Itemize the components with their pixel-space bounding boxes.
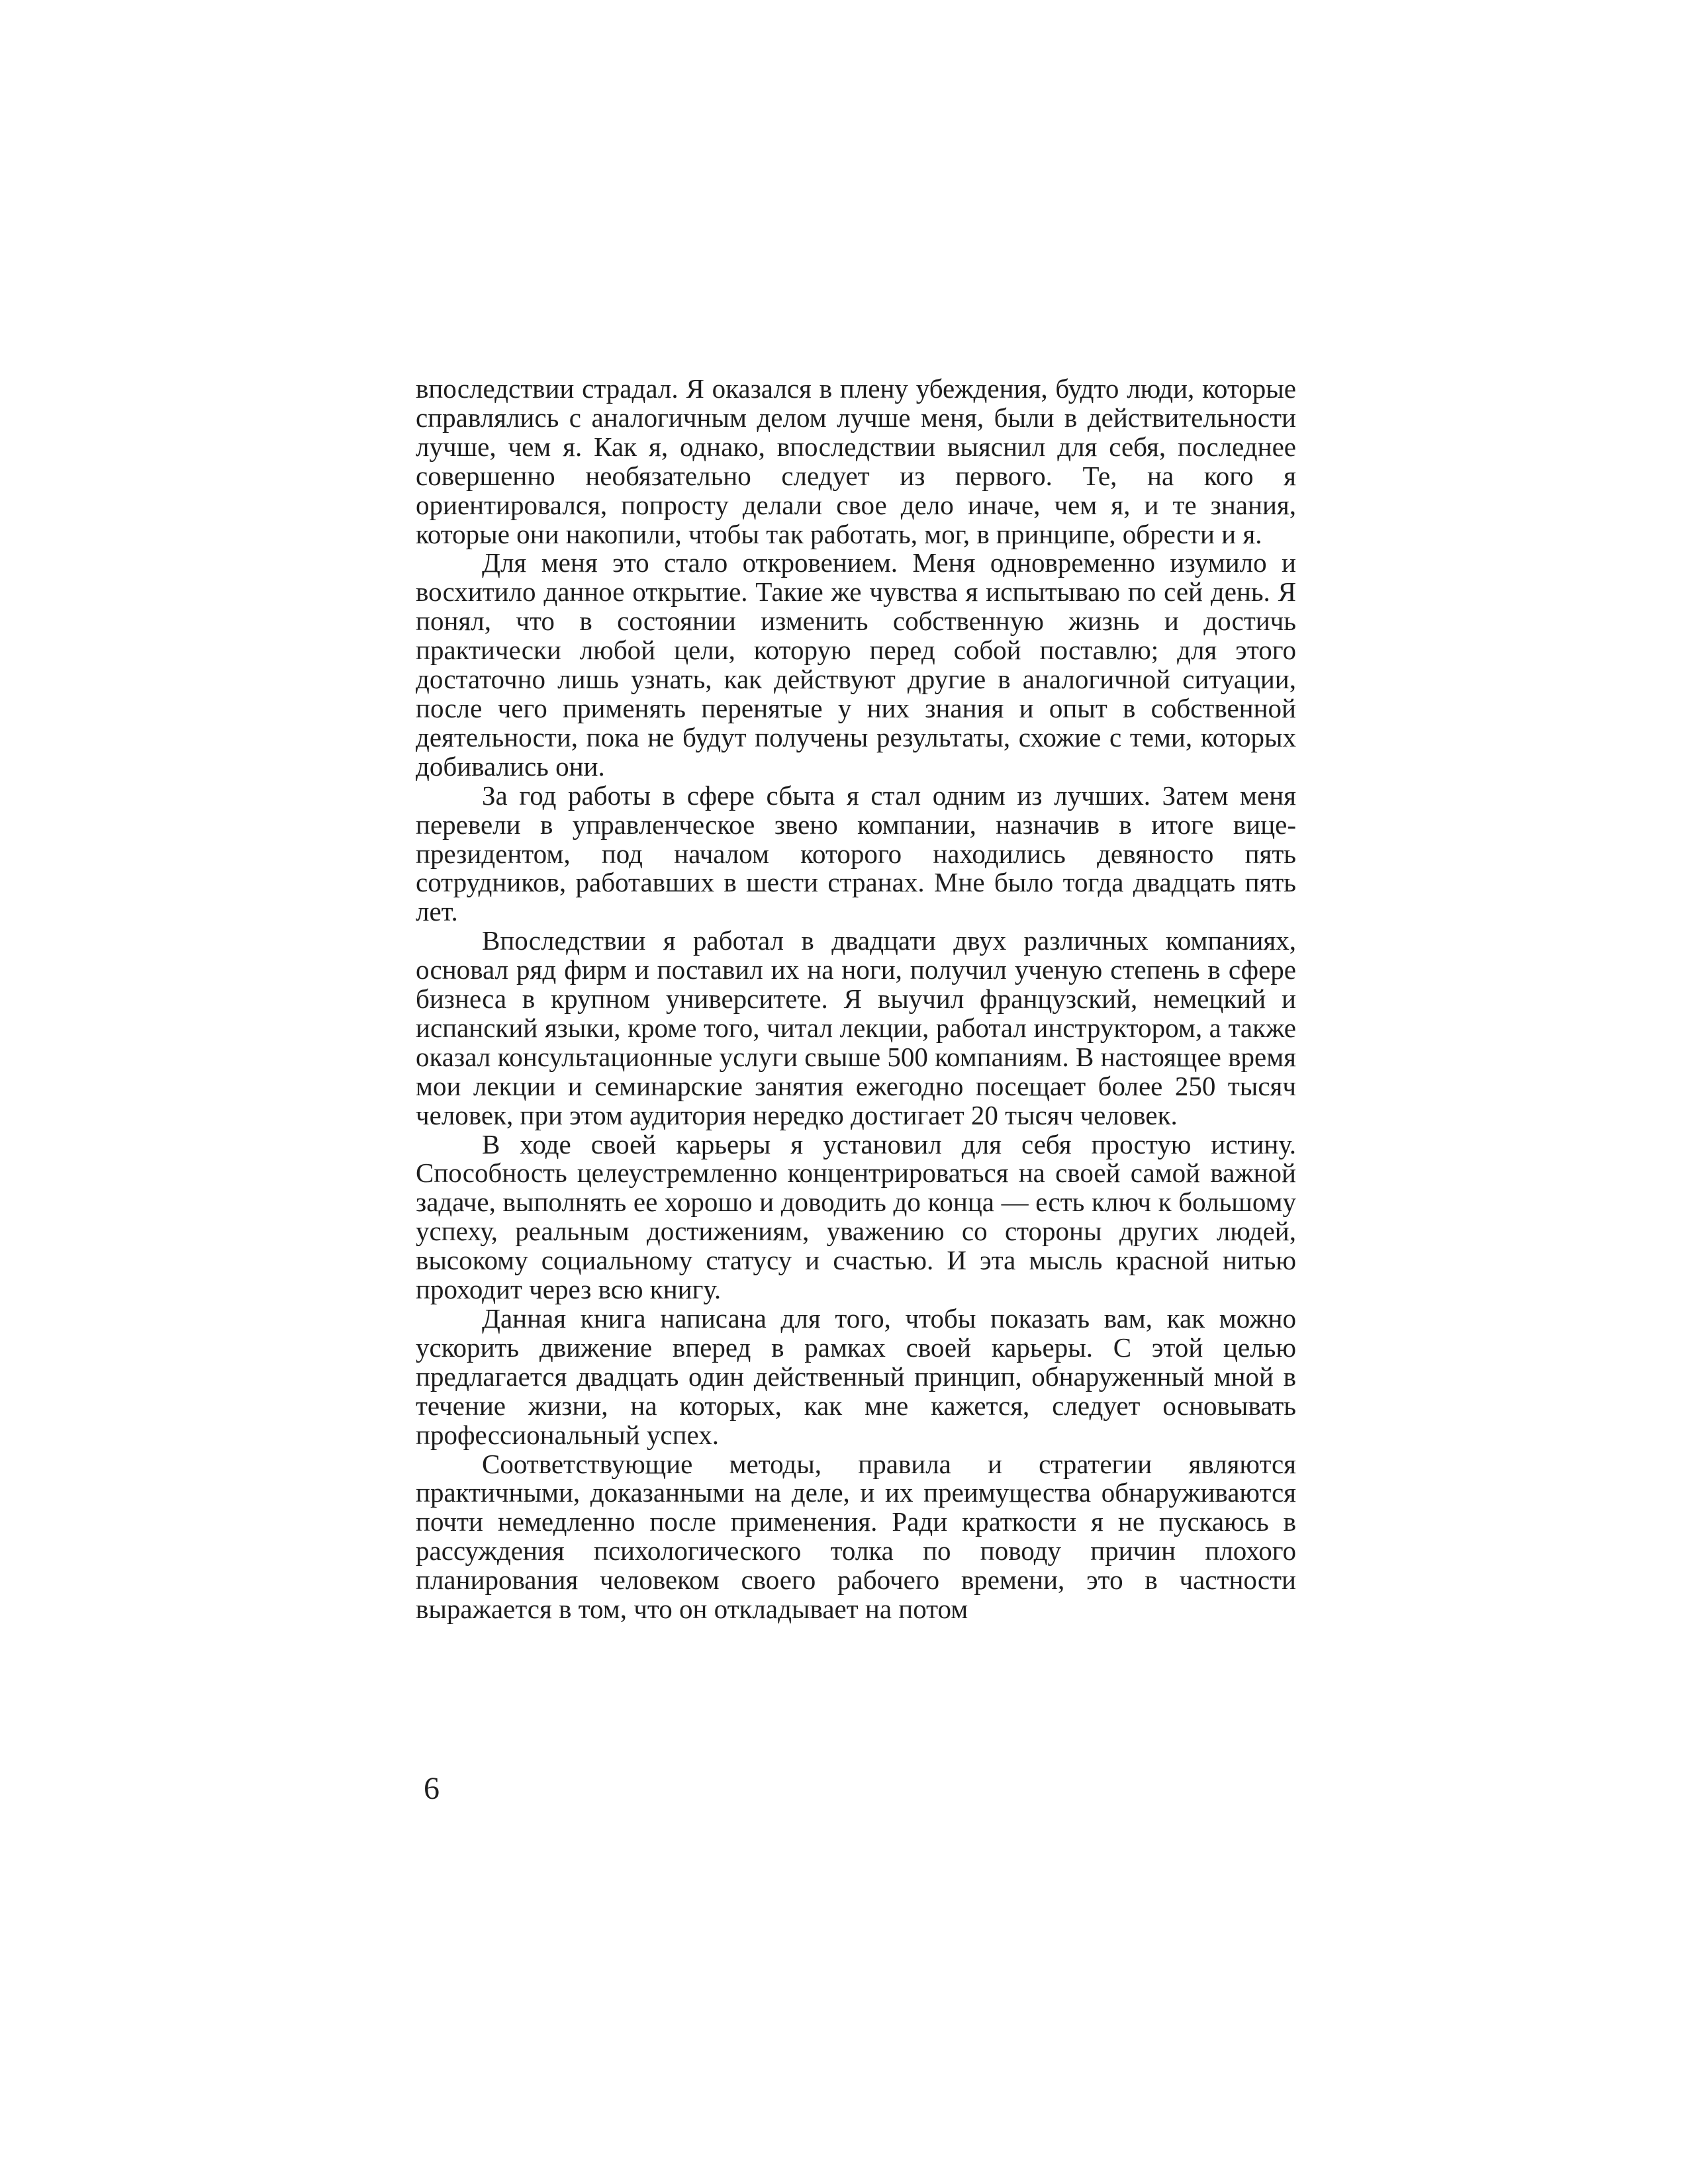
page-number: 6: [424, 1771, 440, 1806]
paragraph-2: Для меня это стало откровением. Меня одновременно изумило и восхитило данное открытие. Такие же чувства я испытываю по сей день. Я понял, что в состоянии изменить собственную жизнь и достичь практически любой цели, которую перед собой поставлю; для этого достаточно лишь узнать, как действуют другие в аналогичной ситуации, после чего применять перенятые у них знания и опыт в собственной деятельности, пока не будут получены результаты, схожие с теми, которых добивались они.: [416, 547, 1296, 782]
paragraph-5: В ходе своей карьеры я установил для себя простую истину. Способность целеустремленно концентрироваться на своей самой важной задаче, выполнять ее хорошо и доводить до конца — есть ключ к большому успеху, реальным достижениям, уважению со стороны других людей, высокому социальному статусу и счастью. И эта мысль красной нитью проходит через всю книгу.: [416, 1128, 1296, 1305]
paragraph-6: Данная книга написана для того, чтобы показать вам, как можно ускорить движение вперед в рамках своей карьеры. С этой целью предлагается двадцать один действенный принцип, обнаруженный мной в течение жизни, на которых, как мне кажется, следует основывать профессиональный успех.: [416, 1303, 1296, 1450]
paragraph-4: Впоследствии я работал в двадцати двух различных компаниях, основал ряд фирм и поставил их на ноги, получил ученую степень в сфере бизнеса в крупном университете. Я выучил французский, немецкий и испанский языки, кроме того, читал лекции, работал инструктором, а также оказал консультационные услуги свыше 500 компаниям. В настоящее время мои лекции и семинарские занятия ежегодно посещает более 250 тысяч человек, при этом аудитория нередко достигает 20 тысяч человек.: [416, 925, 1296, 1130]
body-text: [416, 375, 1296, 1624]
paragraph-1: впоследствии страдал. Я оказался в плену убеждения, будто люди, которые справлялись с аналогичным делом лучше меня, были в действительности лучше, чем я. Как я, однако, впоследствии выяснил для себя, последнее совершенно необязательно следует из первого. Те, на кого я ориентировался, попросту делали свое дело иначе, чем я, и те знания, которые они накопили, чтобы так работать, мог, в принципе, обрести и я.: [416, 373, 1296, 549]
paragraph-3: За год работы в сфере сбыта я стал одним из лучших. Затем меня перевели в управленческое звено компании, назначив в итоге вице-президентом, под началом которого находились девяносто пять сотрудников, работавших в шести странах. Мне было тогда двадцать пять лет.: [416, 780, 1296, 927]
paragraph-7: Соответствующие методы, правила и стратегии являются практичными, доказанными на деле, и их преимущества обнаруживаются почти немедленно после применения. Ради краткости я не пускаюсь в рассуждения психологического толка по поводу причин плохого планирования человеком своего рабочего времени, это в частности выражается в том, что он откладывает на потом: [416, 1448, 1296, 1625]
